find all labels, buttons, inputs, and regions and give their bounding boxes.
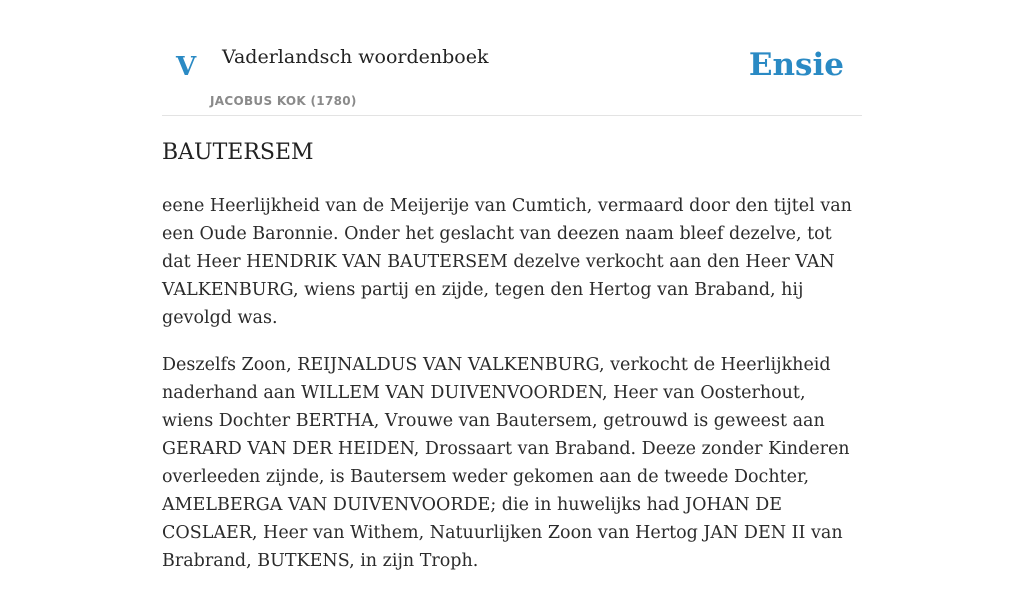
header bbox=[162, 0, 862, 116]
book-title[interactable]: Vaderlandsch woordenboek bbox=[222, 46, 489, 68]
book-author: JACOBUS KOK (1780) bbox=[210, 94, 357, 108]
book-letter-link[interactable]: V bbox=[176, 52, 197, 82]
entry-body bbox=[162, 192, 862, 594]
entry-title: BAUTERSEM bbox=[162, 140, 314, 165]
brand-logo[interactable]: Ensie bbox=[748, 47, 844, 83]
entry-paragraph-2: Deszelfs Zoon, REIJNALDUS VAN VALKENBURG, verkocht de Heerlijkheid naderhand aan WILLEM VAN DUIVENVOORDEN, Heer van Oosterhout, wiens Dochter BERTHA, Vrouwe van Bautersem, getrouwd is geweest aan GERARD VAN DER HEIDEN, Drossaart van Braband. Deeze zonder Kinderen overleeden zijnde, is Bautersem weder gekomen aan de tweede Dochter, AMELBERGA VAN DUIVENVOORDE; die in huwelijks had JOHAN DE COSLAER, Heer van Withem, Natuurlijken Zoon van Hertog JAN DEN II van Brabrand, BUTKENS, in zijn Troph. bbox=[162, 355, 850, 571]
entry-paragraph-1: eene Heerlijkheid van de Meijerije van Cumtich, vermaard door den tijtel van een Oude Baronnie. Onder het geslacht van deezen naam bleef dezelve, tot dat Heer HENDRIK VAN BAUTERSEM dezelve verkocht aan den Heer VAN VALKENBURG, wiens partij en zijde, tegen den Hertog van Braband, hij gevolgd was. bbox=[162, 196, 852, 328]
